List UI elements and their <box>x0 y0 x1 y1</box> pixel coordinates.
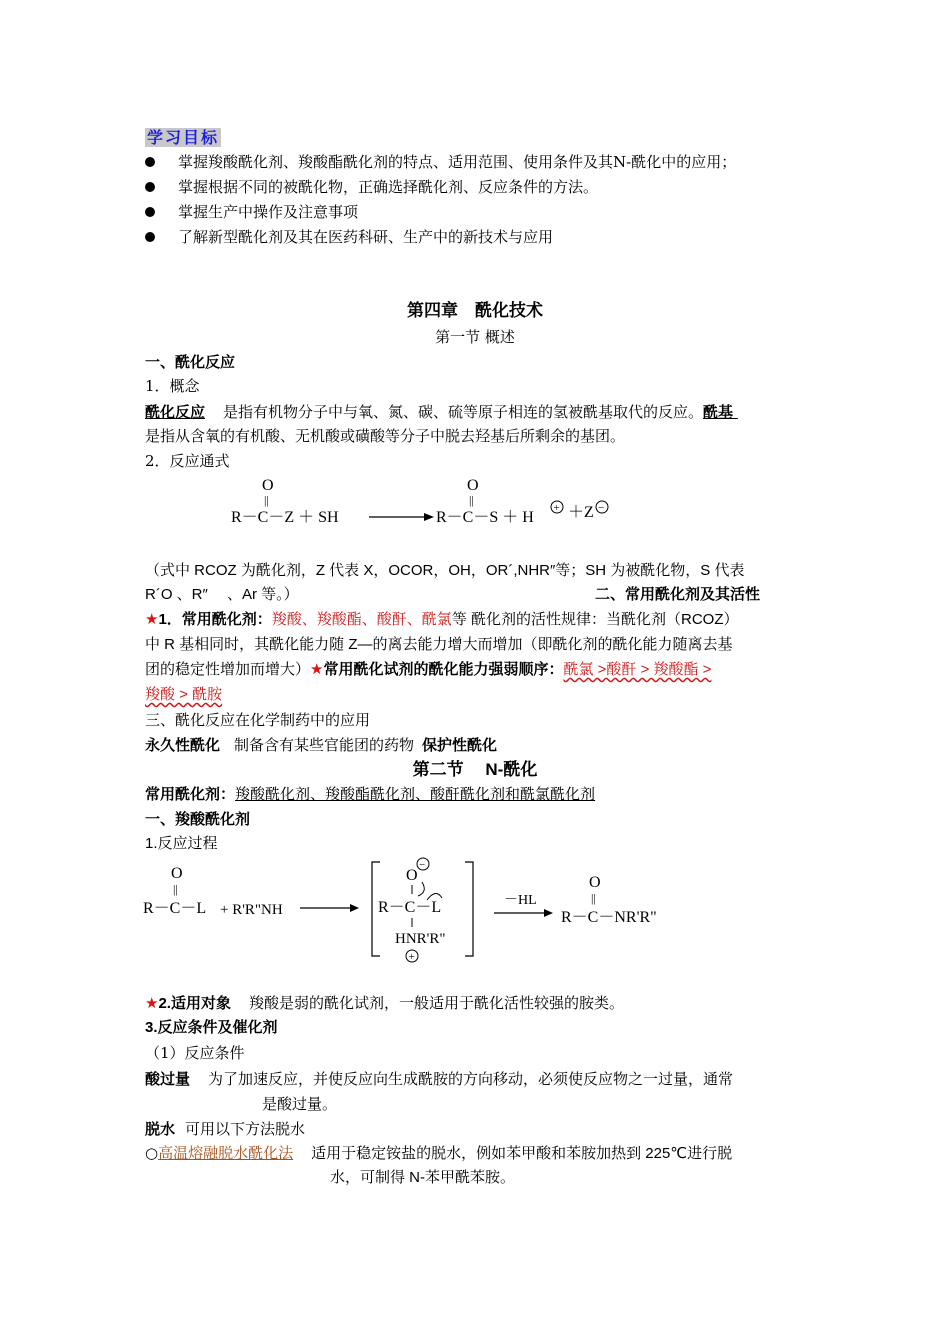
term-acylation: 酰化反应 <box>145 403 206 421</box>
goal-item: 掌握生产中操作及注意事项 <box>178 203 359 221</box>
mechanism-equation <box>140 852 680 970</box>
formula-note: （式中 RCOZ 为酰化剂，Z 代表 X，OCOR，OH，OR´,NHR″等；SH 为被酰化物，S 代表 <box>145 562 745 579</box>
method-line-2: 水，可制得 N-苯甲酰苯胺。 <box>330 1169 515 1186</box>
double-bond: || <box>591 891 596 905</box>
intermediate-center: R－C－L <box>378 899 442 916</box>
definition-line: 酰化反应 是指有机物分子中与氧、氮、碳、硫等原子相连的氢被酰基取代的反应。酰基 <box>145 403 734 421</box>
alkoxide-o: O <box>406 867 418 884</box>
heading-conditions-catalysts: 3.反应条件及催化剂 <box>145 1019 278 1036</box>
elimination-condition: －HL <box>504 893 537 908</box>
activity-rule-line: 中 R 基相同时，其酰化能力随 Z—的离去能力增大而增加（即酰化剂的酰化能力随离去基 <box>145 636 733 653</box>
formula-note-2: R´O 、R″ 、Ar 等。） <box>145 586 299 603</box>
star-icon: ★ <box>310 661 324 678</box>
carbonyl-o: O <box>467 477 479 494</box>
double-bond: || <box>469 493 474 507</box>
arrow-head <box>424 513 434 521</box>
leaving-group: ＋Z <box>568 504 594 521</box>
bullet-icon <box>145 182 155 192</box>
term-acyl: 酰基 <box>703 403 734 421</box>
double-bond: || <box>173 882 178 896</box>
amide-product: R－C－NR'R" <box>561 909 657 926</box>
activity-order-line-2: 羧酸 > 酰胺 <box>145 686 223 703</box>
definition-acyl: 是指从含氧的有机酸、无机酸或磺酸等分子中脱去羟基后所剩余的基团。 <box>145 427 626 445</box>
right-bracket <box>465 862 473 956</box>
acid-reactant: R－C－L <box>143 900 207 917</box>
acid-excess-line-2: 是酸过量。 <box>262 1095 338 1113</box>
applicable-scope-line: ★2.适用对象 羧酸是弱的酰化试剂，一般适用于酰化活性较强的胺类。 <box>145 994 624 1012</box>
goal-item: 掌握根据不同的被酰化物，正确选择酰化剂、反应条件的方法。 <box>178 178 599 196</box>
goal-item: 掌握羧酸酰化剂、羧酸酯酰化剂的特点、适用范围、使用条件及其N-酰化中的应用； <box>178 153 737 171</box>
plus-sign: + <box>408 951 415 963</box>
double-bond: || <box>264 493 269 507</box>
chapter-title: 第四章 酰化技术 <box>407 301 543 321</box>
carbonyl-o: O <box>589 874 601 891</box>
curved-arrow <box>418 882 424 896</box>
heading-concept: 1．概念 <box>145 377 200 395</box>
bullet-icon <box>145 207 155 217</box>
general-reaction-equation <box>225 470 625 532</box>
common-agents-list: 常用酰化剂：羧酸酰化剂、羧酸酯酰化剂、酸酐酰化剂和酰氯酰化剂 <box>145 786 596 803</box>
goals-title: 学习目标 <box>147 128 220 147</box>
heading-applications: 三、酰化反应在化学制药中的应用 <box>145 711 371 729</box>
arrow-head <box>350 904 359 912</box>
minus-sign: − <box>598 502 605 514</box>
minus-sign: − <box>419 859 426 871</box>
bullet-icon <box>145 157 155 167</box>
goal-item: 了解新型酰化剂及其在医药科研、生产中的新技术与应用 <box>178 228 554 246</box>
carbonyl-o: O <box>262 477 274 494</box>
common-agents-line: ★1．常用酰化剂：羧酸、羧酸酯、酸酐、酰氯等 酰化剂的活性规律：当酰化剂（RCOZ） <box>145 611 739 628</box>
star-icon: ★ <box>145 995 159 1012</box>
section-2-title: 第二节 N-酰化 <box>412 760 538 779</box>
heading-carboxylic-acid-agent: 一、羧酸酰化剂 <box>145 810 251 828</box>
section-1-title: 第一节 概述 <box>435 328 515 346</box>
heading-acylation-reaction: 一、酰化反应 <box>145 353 236 371</box>
plus-sign: + <box>553 502 560 514</box>
arrow-head <box>544 909 553 917</box>
heading-reaction-conditions: （1）反应条件 <box>145 1044 245 1062</box>
heading-common-acylating-agents: 二、常用酰化剂及其活性 <box>595 586 761 603</box>
dehydration-line: 脱水 可用以下方法脱水 <box>145 1120 306 1138</box>
amine-reactant: + R'R"NH <box>220 902 283 918</box>
product-text: R－C－S ＋ H <box>436 509 534 526</box>
star-icon: ★ <box>145 611 159 628</box>
formula-label: 2．反应通式 <box>145 452 230 470</box>
activity-rule-line-3: 团的稳定性增加而增大）★常用酰化试剂的酰化能力强弱顺序：酰氯 >酸酐 > 羧酸酯 > <box>145 661 712 678</box>
method-line: ○高温熔融脱水酰化法 适用于稳定铵盐的脱水，例如苯甲酸和苯胺加热到 225℃进行脱 <box>145 1144 733 1162</box>
acylation-types-line: 永久性酰化 制备含有某些官能团的药物 保护性酰化 <box>145 736 498 754</box>
circle-bullet-icon: ○ <box>145 1144 159 1162</box>
carbonyl-o: O <box>171 865 183 882</box>
acid-excess-line: 酸过量 为了加速反应，并使反应向生成酰胺的方向移动，必须使反应物之一过量，通常 <box>145 1070 734 1088</box>
ammonium-group: HNR'R" <box>395 931 446 947</box>
method-name: 高温熔融脱水酰化法 <box>158 1144 294 1162</box>
heading-reaction-process: 1.反应过程 <box>145 835 218 852</box>
bullet-icon <box>145 232 155 242</box>
reactant-text: R－C－Z ＋ SH <box>231 509 339 526</box>
